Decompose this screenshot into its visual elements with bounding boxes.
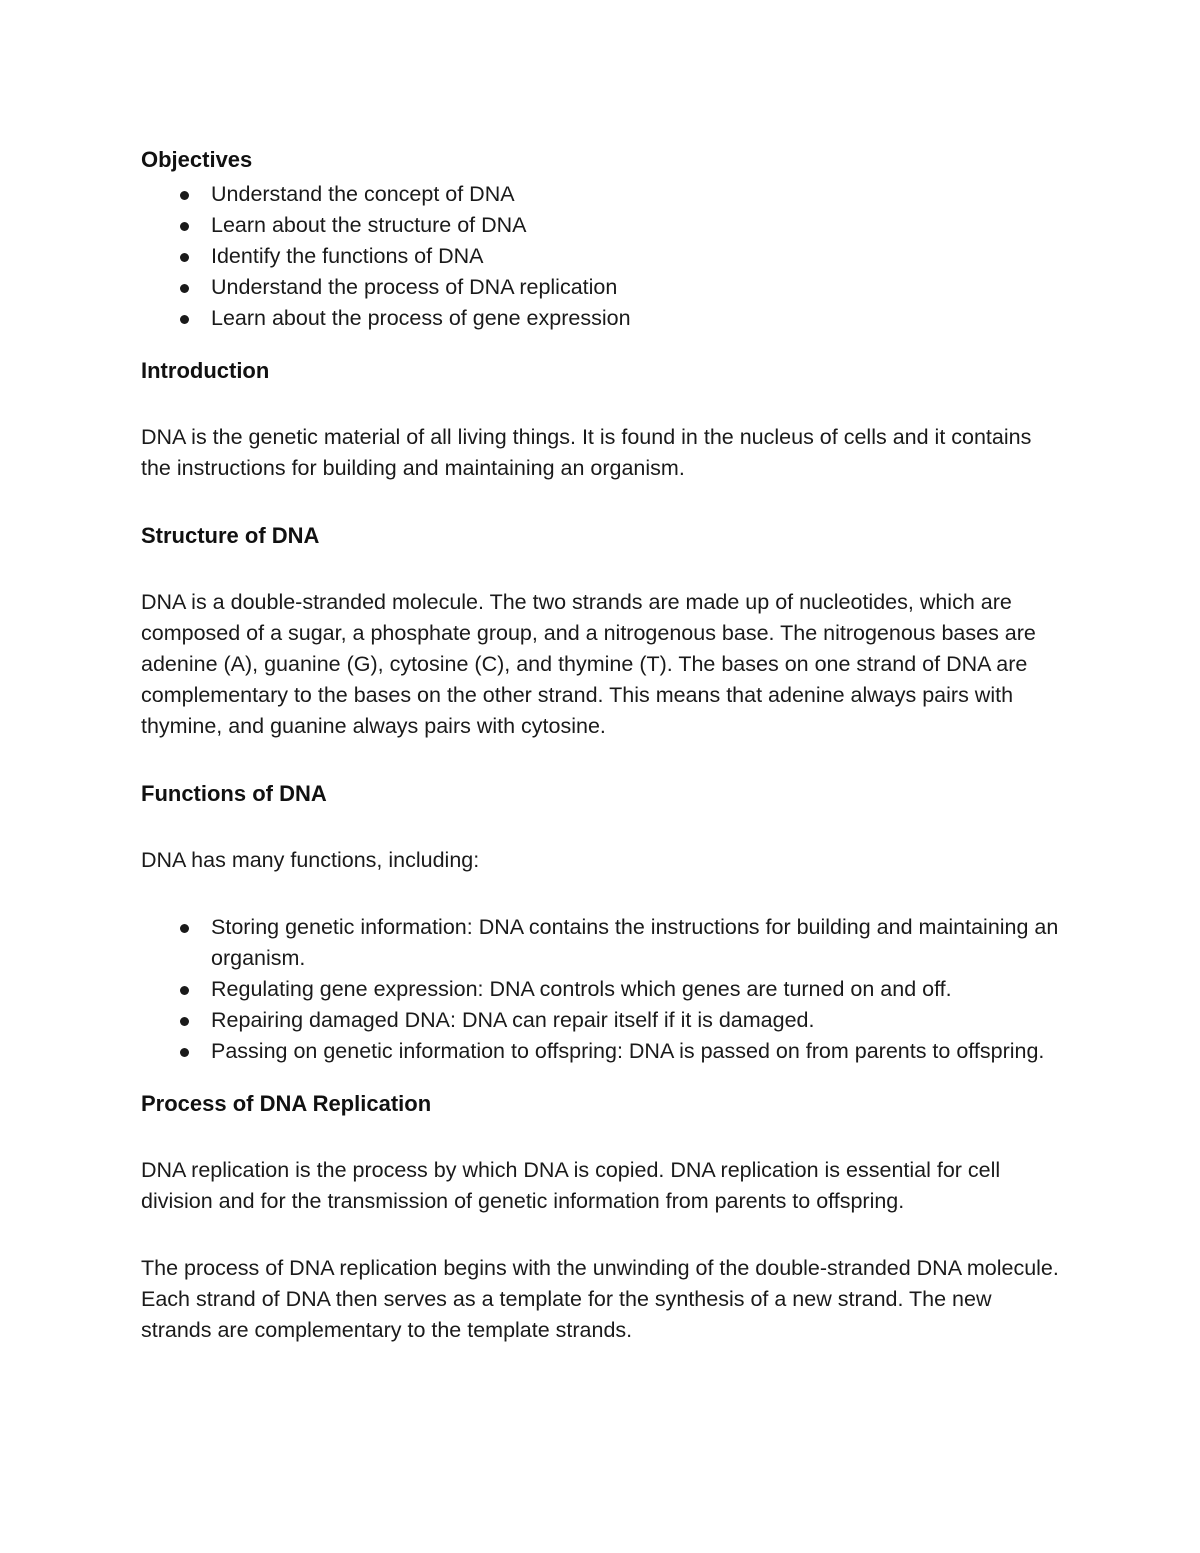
replication-paragraph-1: DNA replication is the process by which DNA is copied. DNA replication is essential for cell division and for the transmission of genetic information from parents to offspring. (141, 1158, 1001, 1213)
bullet-icon (180, 191, 189, 200)
list-item: Understand the process of DNA replication (141, 272, 1066, 303)
functions-list (141, 912, 1066, 1067)
bullet-icon (180, 924, 189, 933)
list-item: Learn about the structure of DNA (141, 210, 1066, 241)
list-item: Understand the concept of DNA (141, 179, 1066, 210)
structure-heading: Structure of DNA (141, 523, 320, 548)
bullet-icon (180, 222, 189, 231)
list-item: Learn about the process of gene expression (141, 303, 1066, 334)
bullet-icon (180, 1017, 189, 1026)
objectives-heading: Objectives (141, 147, 253, 172)
functions-heading: Functions of DNA (141, 781, 327, 806)
list-item: Identify the functions of DNA (141, 241, 1066, 272)
bullet-icon (180, 284, 189, 293)
introduction-paragraph: DNA is the genetic material of all living things. It is found in the nucleus of cells and it contains the instructions for building and maintaining an organism. (141, 425, 1032, 480)
bullet-icon (180, 315, 189, 324)
replication-paragraph-2: The process of DNA replication begins with the unwinding of the double-stranded DNA molecule. Each strand of DNA then serves as a template for the synthesis of a new strand. The new strands are complementary to the template strands. (141, 1256, 1059, 1342)
bullet-icon (180, 253, 189, 262)
functions-intro: DNA has many functions, including: (141, 848, 480, 872)
list-item: Repairing damaged DNA: DNA can repair itself if it is damaged. (141, 1005, 1066, 1036)
list-item: Regulating gene expression: DNA controls which genes are turned on and off. (141, 974, 1066, 1005)
replication-heading: Process of DNA Replication (141, 1091, 432, 1116)
document-page (141, 144, 1066, 1346)
list-item: Passing on genetic information to offspring: DNA is passed on from parents to offspring. (141, 1036, 1066, 1067)
introduction-heading: Introduction (141, 358, 270, 383)
bullet-icon (180, 1048, 189, 1057)
list-item: Storing genetic information: DNA contains the instructions for building and maintaining an organism. (141, 912, 1066, 974)
bullet-icon (180, 986, 189, 995)
objectives-list (141, 179, 1066, 334)
structure-paragraph: DNA is a double-stranded molecule. The two strands are made up of nucleotides, which are composed of a sugar, a phosphate group, and a nitrogenous base. The nitrogenous bases are adenine (A), guanine (G), cytosine (C), and thymine (T). The bases on one strand of DNA are complementary to the bases on the other strand. This means that adenine always pairs with thymine, and guanine always pairs with cytosine. (141, 590, 1036, 738)
